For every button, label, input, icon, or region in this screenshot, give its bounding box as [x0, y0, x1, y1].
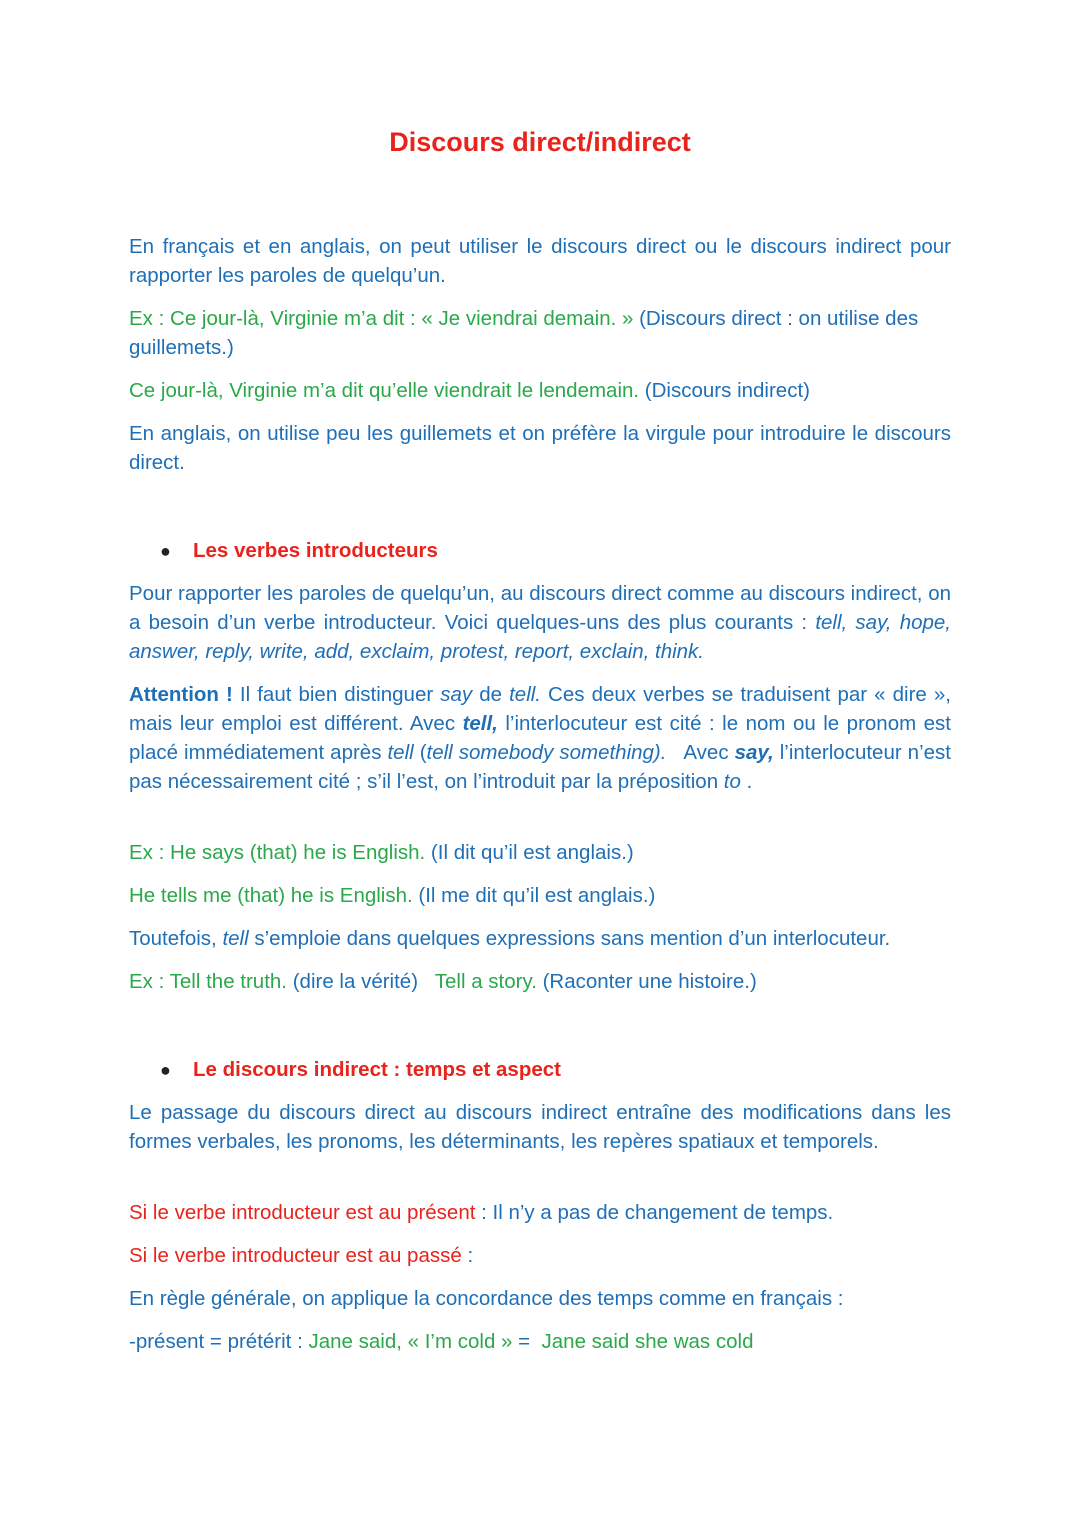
attention-text: Avec [666, 741, 735, 764]
attention-label: Attention ! [129, 683, 233, 706]
rule-condition: Si le verbe introducteur est au présent [129, 1201, 476, 1224]
attention-text: . [740, 770, 753, 793]
example-note: (Discours direct : on utilise des guillemets.) [129, 307, 919, 359]
example-equals: = [512, 1330, 536, 1353]
toutefois-text: s’emploie dans quelques expressions sans mention d’un interlocuteur. [248, 927, 891, 950]
example-text: Jane said, « I’m cold » [308, 1330, 513, 1353]
intro-example-direct [129, 304, 951, 362]
attention-text: l’interlocuteur est cité : le nom ou le pronom est placé immédiatement après [129, 712, 951, 764]
verbes-intro: Pour rapporter les paroles de quelqu’un, au discours direct comme au discours indirect, on a besoin d’un verbe introducteur. Voici quelques-uns des plus courants : [129, 582, 951, 634]
example-translation: (Il dit qu’il est anglais.) [425, 841, 634, 864]
verbes-list: tell, say, hope, answer, reply, write, add, exclaim, protest, report, exclain, think. [129, 611, 951, 663]
term-say: say [440, 683, 473, 706]
term-tell: tell. [509, 683, 541, 706]
term-say-bold: say, [734, 741, 774, 764]
intro-paragraph-2: En anglais, on utilise peu les guillemets et on préfère la virgule pour introduire le discours direct. [129, 422, 951, 474]
intro-paragraph: En français et en anglais, on peut utiliser le discours direct ou le discours indirect pour rapporter les paroles de quelqu’un. [129, 235, 951, 287]
section-heading-verbes [160, 536, 438, 566]
example-note: (Discours indirect) [639, 379, 810, 402]
example-concordance [129, 1327, 951, 1356]
example-text: Ex : Tell the truth. [129, 970, 288, 993]
example-text: Jane said she was cold [535, 1330, 754, 1353]
rule-text: : Il n’y a pas de changement de temps. [475, 1201, 834, 1224]
section-heading-text: Les verbes introducteurs [193, 539, 438, 562]
attention-text: Ces deux verbes se traduisent par « dire », mais leur emploi est différent. Avec [129, 683, 951, 735]
term-tell: tell [222, 927, 249, 950]
attention-text: ( [413, 741, 427, 764]
term-tell-somebody: tell somebody something). [426, 741, 667, 764]
term-to: to [723, 770, 741, 793]
attention-paragraph [129, 680, 951, 796]
section-heading-text: Le discours indirect : temps et aspect [193, 1058, 561, 1081]
example-text: Ex : Ce jour-là, Virginie m’a dit : « Je viendrai demain. » [129, 307, 634, 330]
page-title: Discours direct/indirect [389, 127, 691, 157]
example-says [129, 838, 951, 867]
intro-example-indirect [129, 376, 951, 405]
example-text: Ex : He says (that) he is English. [129, 841, 426, 864]
rule-text: : [461, 1244, 474, 1267]
attention-text: l’interlocuteur n’est pas nécessairement cité ; s’il l’est, on l’introduit par la préposition [129, 741, 951, 793]
example-translation: (Il me dit qu’il est anglais.) [412, 884, 656, 907]
rule-general: En règle générale, on applique la concordance des temps comme en français : [129, 1287, 844, 1310]
term-tell: tell [387, 741, 414, 764]
example-label: -présent = prétérit : [129, 1330, 309, 1353]
toutefois-text: Toutefois, [129, 927, 223, 950]
rule-past [129, 1241, 951, 1270]
example-text: He tells me (that) he is English. [129, 884, 413, 907]
toutefois-paragraph [129, 924, 951, 953]
bullet-icon: ● [160, 1060, 171, 1080]
example-text: Tell a story. [418, 970, 537, 993]
temps-paragraph: Le passage du discours direct au discours indirect entraîne des modifications dans les formes verbales, les pronoms, les déterminants, les repères spatiaux et temporels. [129, 1101, 951, 1153]
attention-text: Il faut bien distinguer [232, 683, 441, 706]
verbes-paragraph [129, 579, 951, 666]
example-text: Ce jour-là, Virginie m’a dit qu’elle viendrait le lendemain. [129, 379, 640, 402]
section-heading-temps [160, 1055, 561, 1085]
bullet-icon: ● [160, 541, 171, 561]
rule-condition: Si le verbe introducteur est au passé [129, 1244, 462, 1267]
example-translation: (dire la vérité) [287, 970, 419, 993]
example-expressions [129, 967, 951, 996]
term-tell-bold: tell, [462, 712, 498, 735]
rule-present [129, 1198, 951, 1227]
example-tells [129, 881, 951, 910]
example-translation: (Raconter une histoire.) [536, 970, 757, 993]
attention-text: de [472, 683, 510, 706]
